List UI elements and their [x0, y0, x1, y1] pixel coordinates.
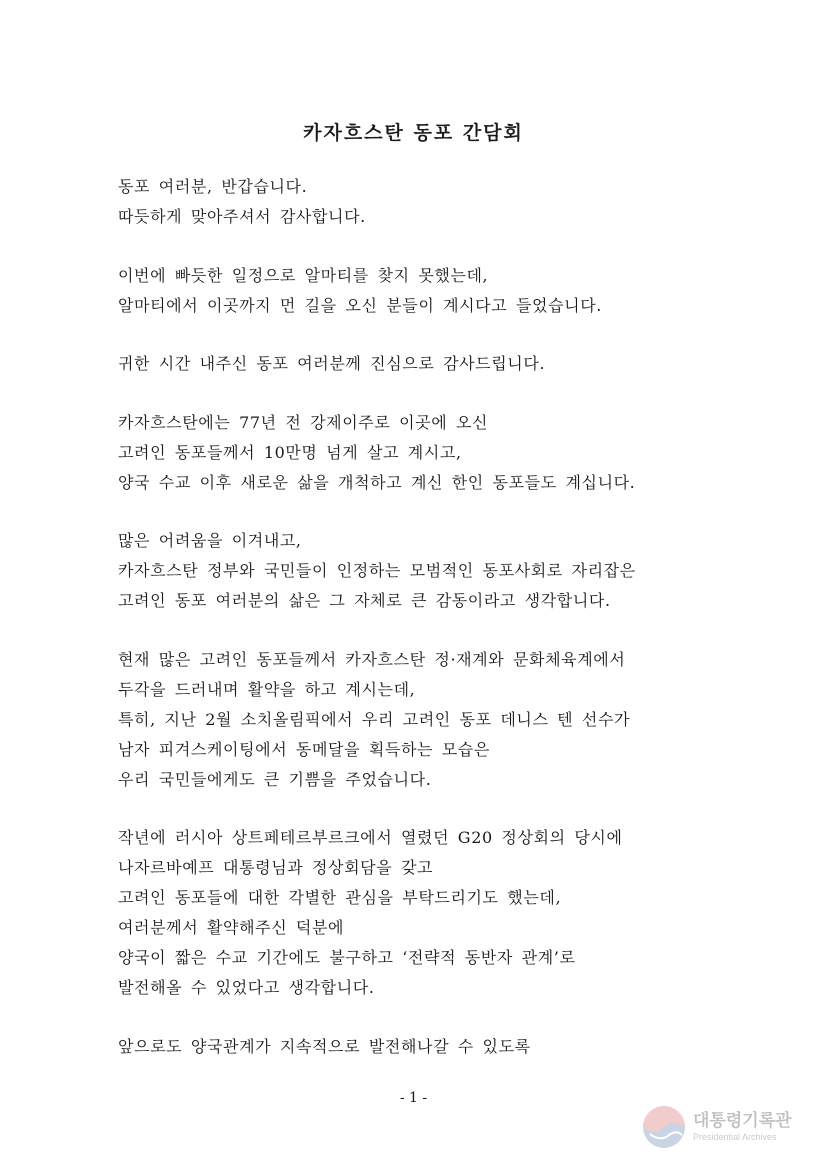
text-line: 여러분께서 활약해주신 덕분에 — [118, 918, 345, 937]
text-line: 따듯하게 맞아주셔서 감사합니다. — [118, 207, 366, 226]
text-line: 고려인 동포들께서 10만명 넘게 살고 계시고, — [118, 442, 462, 462]
archives-emblem-icon — [641, 1104, 687, 1150]
paragraph — [118, 823, 718, 1003]
text-line: 동포 여러분, 반갑습니다. — [118, 177, 308, 196]
text-line: 우리 국민들에게도 큰 기쁨을 주었습니다. — [118, 769, 432, 789]
archives-name-english: Presidential Archives — [693, 1132, 777, 1142]
text-line: 이번에 빠듯한 일정으로 알마티를 찾지 못했는데, — [118, 265, 489, 285]
archives-watermark — [641, 1104, 811, 1150]
paragraph — [118, 261, 718, 321]
paragraph — [118, 526, 718, 616]
text-line: 고려인 동포들에 대한 각별한 관심을 부탁드리기도 했는데, — [118, 888, 562, 907]
text-line: 남자 피겨스케이팅에서 동메달을 획득하는 모습은 — [118, 739, 490, 759]
paragraph — [118, 1032, 718, 1062]
text-line: 두각을 드러내며 활약을 하고 계시는데, — [118, 679, 416, 699]
page-number: - 1 - — [399, 1090, 428, 1106]
page-title: 카자흐스탄 동포 간담회 — [303, 122, 524, 144]
text-line: 나자르바예프 대통령님과 정상회담을 갖고 — [118, 858, 434, 877]
text-line: 작년에 러시아 상트페테르부르크에서 열렸던 G20 정상회의 당시에 — [118, 828, 623, 847]
text-line: 양국이 짧은 수교 기간에도 불구하고 ‘전략적 동반자 관계’로 — [118, 948, 576, 967]
text-line: 발전해올 수 있었다고 생각합니다. — [118, 978, 375, 997]
text-line: 양국 수교 이후 새로운 삶을 개척하고 계신 한인 동포들도 계십니다. — [118, 472, 636, 492]
paragraph — [118, 408, 718, 498]
text-line: 현재 많은 고려인 동포들께서 카자흐스탄 정·재계와 문화체육계에서 — [118, 649, 626, 669]
text-line: 많은 어려움을 이겨내고, — [118, 531, 302, 550]
paragraph — [118, 172, 718, 232]
text-line: 카자흐스탄 정부와 국민들이 인정하는 모범적인 동포사회로 자리잡은 — [118, 561, 636, 580]
text-line: 특히, 지난 2월 소치올림픽에서 우리 고려인 동포 데니스 텐 선수가 — [118, 709, 631, 729]
text-line: 귀한 시간 내주신 동포 여러분께 진심으로 감사드립니다. — [118, 354, 546, 373]
speech-body — [118, 172, 718, 1062]
paragraph — [118, 645, 718, 795]
paragraph — [118, 349, 718, 379]
text-line: 알마티에서 이곳까지 먼 길을 오신 분들이 계시다고 들었습니다. — [118, 295, 602, 315]
archives-name-korean: 대통령기록관 — [693, 1111, 792, 1131]
text-line: 고려인 동포 여러분의 삶은 그 자체로 큰 감동이라고 생각합니다. — [118, 591, 611, 610]
text-line: 카자흐스탄에는 77년 전 강제이주로 이곳에 오신 — [118, 412, 489, 432]
text-line: 앞으로도 양국관계가 지속적으로 발전해나갈 수 있도록 — [118, 1036, 531, 1056]
